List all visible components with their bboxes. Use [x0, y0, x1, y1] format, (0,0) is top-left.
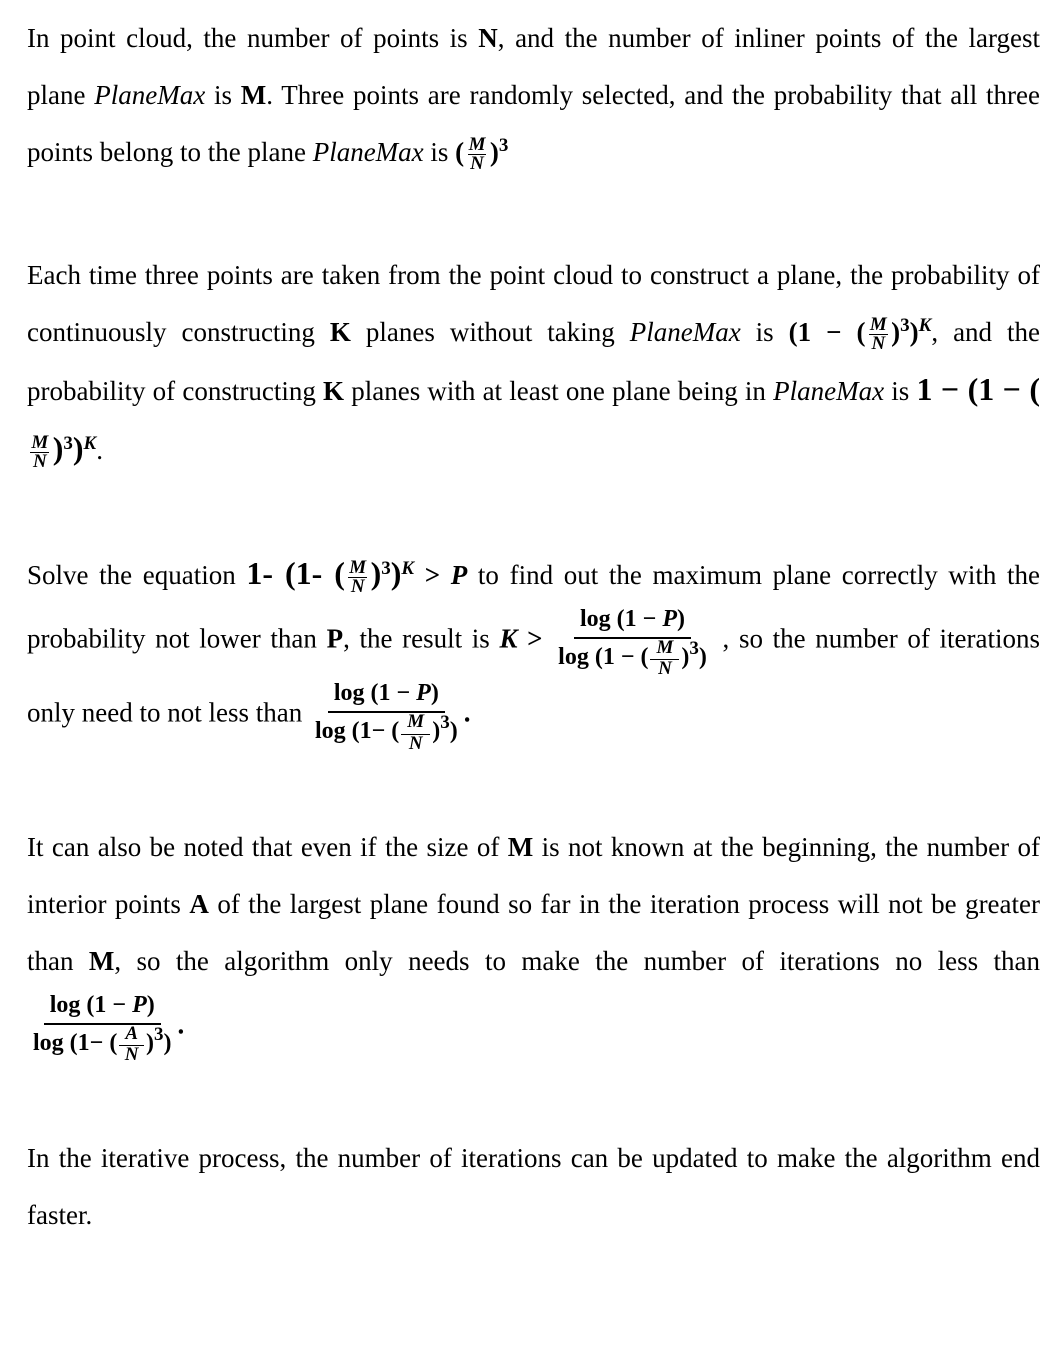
- text-run: planes with at least one plane being in: [344, 376, 774, 406]
- math-variable: N: [408, 732, 423, 754]
- fraction: [554, 604, 711, 678]
- fraction: [650, 639, 679, 678]
- math-symbol: .: [463, 697, 471, 728]
- fraction-numerator: [119, 1022, 144, 1046]
- math-variable: N: [350, 576, 365, 598]
- document-body: [27, 10, 1040, 1244]
- text-run: .: [96, 435, 103, 465]
- text-run: is: [740, 317, 789, 347]
- fraction: [867, 316, 889, 353]
- bold-term: K: [323, 376, 345, 406]
- text-run: , so the number of iterations only need to not less than: [27, 623, 1041, 728]
- bold-term: K: [329, 317, 351, 347]
- superscript: K: [83, 433, 97, 454]
- text-run: It can also be noted that even if the size of: [27, 831, 508, 862]
- math-symbol: ): [891, 317, 901, 347]
- math-variable: N: [871, 333, 886, 355]
- math-variable: M: [407, 711, 425, 733]
- fraction-denominator: [311, 713, 462, 752]
- math-variable: A: [125, 1022, 139, 1044]
- fraction-numerator: [574, 604, 691, 639]
- fraction: [29, 434, 51, 471]
- fraction: [311, 678, 462, 752]
- text-run: , so the algorithm only needs to make the number of iterations no less than: [114, 945, 1040, 976]
- math-symbol: ): [449, 718, 458, 745]
- superscript: K: [401, 558, 415, 579]
- superscript: 3: [63, 433, 73, 454]
- text-run: is not known at the beginning, the number of interior points: [27, 831, 1040, 919]
- math-variable: N: [124, 1043, 139, 1065]
- math-symbol: ): [698, 644, 707, 671]
- bold-term: M: [507, 831, 534, 862]
- math-symbol: ): [146, 991, 155, 1018]
- math-symbol: log (1 −: [49, 991, 133, 1018]
- math-symbol: log (1 −: [333, 680, 417, 707]
- math-variable: N: [470, 153, 484, 175]
- italic-term: PlaneMax: [773, 376, 885, 406]
- text-run: is: [205, 80, 241, 110]
- math-symbol: >: [414, 560, 451, 590]
- math-symbol: ): [677, 606, 686, 632]
- fraction-denominator: [347, 578, 369, 596]
- text-run: of the largest plane found so far in the iteration process will not be greater than: [27, 888, 1040, 976]
- text-run: , and the probability of constructing: [27, 317, 1041, 406]
- italic-term: PlaneMax: [94, 80, 206, 110]
- fraction-denominator: [654, 660, 676, 678]
- superscript: 3: [689, 638, 699, 660]
- fraction-denominator: [554, 639, 711, 678]
- fraction-numerator: [650, 639, 679, 660]
- fraction-denominator: [121, 1043, 143, 1065]
- math-symbol: ): [390, 555, 402, 591]
- math-symbol: ): [163, 1029, 172, 1056]
- paragraph-1: [27, 10, 1040, 181]
- math-symbol: (1 − (: [788, 317, 866, 347]
- math-symbol: ): [370, 555, 382, 591]
- math-symbol: log (1 − (: [558, 644, 649, 671]
- text-run: , and the number of inliner points of the largest plane: [27, 23, 1040, 110]
- paragraph-4: [27, 819, 1040, 1064]
- math-variable: M: [31, 432, 49, 454]
- math-symbol: (: [455, 137, 465, 167]
- fraction-denominator: [405, 732, 427, 754]
- math-symbol: ): [909, 317, 919, 347]
- math-symbol: ): [52, 430, 64, 466]
- text-run: to find out the maximum plane correctly with the probability not lower than: [27, 560, 1040, 654]
- fraction: [466, 136, 488, 173]
- fraction-numerator: [44, 990, 161, 1025]
- fraction: [401, 713, 430, 752]
- math-symbol: ): [72, 430, 84, 466]
- fraction-numerator: [401, 713, 430, 734]
- bold-term: A: [189, 888, 209, 919]
- math-variable: N: [658, 658, 672, 680]
- math-variable: K: [499, 623, 518, 654]
- fraction-denominator: [29, 1022, 176, 1065]
- math-symbol: ): [432, 718, 441, 745]
- fraction-denominator: [867, 335, 889, 353]
- math-symbol: log (1 −: [580, 606, 663, 632]
- superscript: 3: [154, 1023, 164, 1045]
- italic-term: PlaneMax: [312, 137, 424, 167]
- math-symbol: log (1− (: [314, 718, 400, 745]
- math-variable: P: [132, 991, 147, 1018]
- superscript: 3: [381, 558, 391, 579]
- math-symbol: ): [489, 137, 499, 167]
- bold-term: M: [240, 80, 267, 110]
- text-run: is: [884, 376, 917, 406]
- superscript: 3: [900, 315, 910, 336]
- math-symbol: ): [681, 644, 690, 671]
- paragraph-3: [27, 545, 1040, 753]
- math-variable: M: [468, 134, 486, 156]
- math-symbol: .: [177, 1008, 185, 1039]
- math-symbol: >: [517, 623, 553, 654]
- paragraph-5: [27, 1130, 1040, 1244]
- math-symbol: ): [430, 680, 439, 707]
- text-run: planes without taking: [350, 317, 630, 347]
- superscript: 3: [498, 135, 509, 156]
- italic-term: PlaneMax: [629, 317, 741, 347]
- text-run: Solve the equation: [27, 560, 247, 590]
- text-run: Each time three points are taken from the point cloud to construct a plane, the probability of continuously constructing: [27, 260, 1040, 347]
- math-symbol: log (1− (: [33, 1029, 118, 1056]
- text-run: In point cloud, the number of points is: [27, 23, 479, 53]
- paragraph-2: [27, 247, 1040, 479]
- text-run: . Three points are randomly selected, and the probability that all three points belong to the plane: [27, 80, 1040, 167]
- text-run: In the iterative process, the number of iterations can be updated to make the algorithm end faster.: [27, 1142, 1040, 1230]
- bold-term: P: [326, 623, 344, 654]
- text-run: is: [423, 137, 456, 167]
- bold-term: M: [88, 945, 115, 976]
- math-symbol: 1- (1- (: [246, 555, 345, 591]
- superscript: 3: [440, 712, 450, 734]
- fraction: [119, 1022, 144, 1065]
- fraction-numerator: [328, 678, 445, 713]
- math-variable: N: [33, 451, 47, 473]
- fraction-denominator: [29, 453, 51, 471]
- math-symbol: 1 − (1 − (: [916, 371, 1040, 407]
- math-variable: P: [662, 606, 678, 632]
- math-variable: P: [450, 560, 468, 590]
- math-variable: M: [869, 314, 887, 336]
- fraction: [347, 559, 369, 596]
- superscript: K: [918, 315, 932, 336]
- math-symbol: ): [146, 1029, 155, 1056]
- fraction: [29, 990, 176, 1064]
- math-variable: P: [416, 680, 431, 707]
- text-run: , the result is: [343, 623, 500, 654]
- fraction-denominator: [466, 155, 488, 173]
- math-variable: M: [656, 637, 674, 659]
- math-variable: M: [349, 557, 367, 579]
- bold-term: N: [478, 23, 498, 53]
